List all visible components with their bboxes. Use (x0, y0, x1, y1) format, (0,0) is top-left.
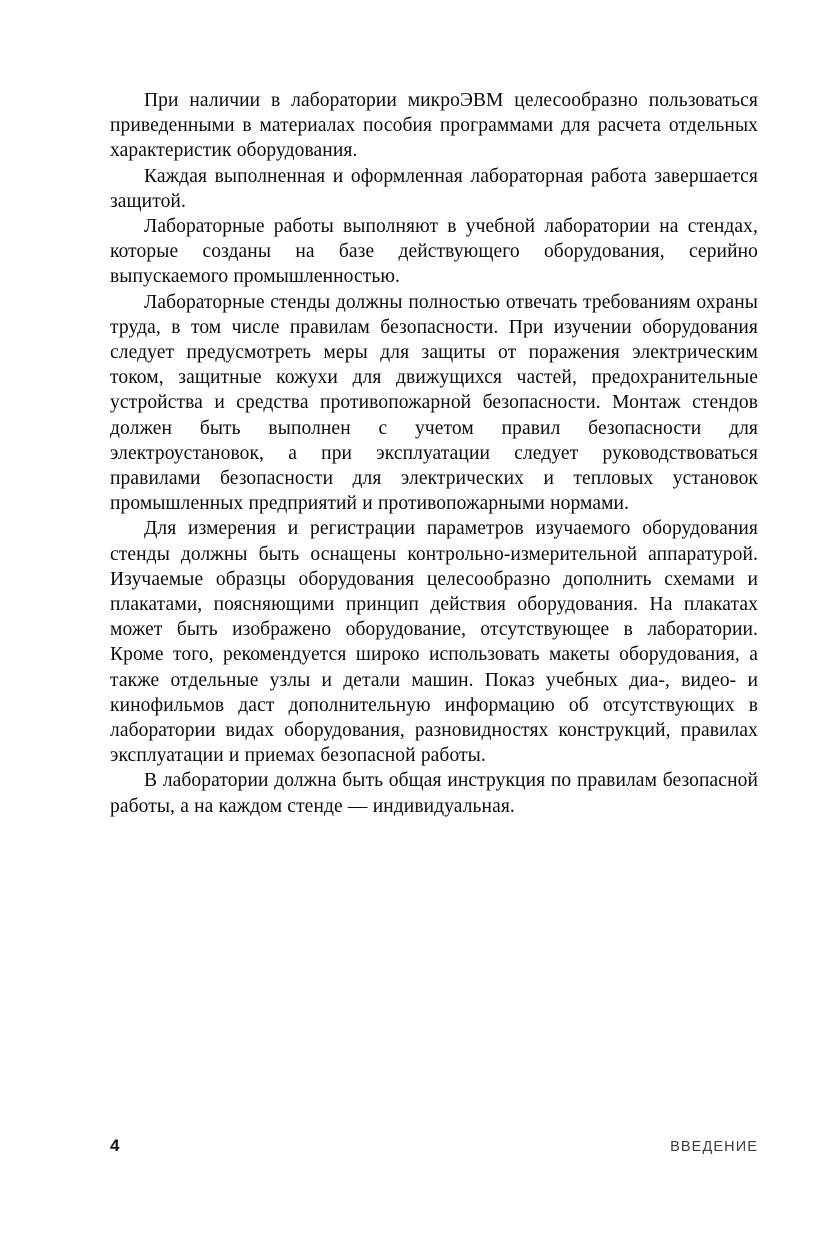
running-head: ВВЕДЕНИЕ (670, 1139, 758, 1155)
paragraph: Для измерения и регистрации параметров изучаемого оборудования стенды должны быть оснащены контрольно-измерительной аппаратурой. Изучаемые образцы оборудования целесообразно дополнить схемами и плакатами, поясняющими принцип действия оборудования. На плакатах может быть изображено оборудование, отсутствующее в лаборатории. Кроме того, рекомендуется широко использовать макеты оборудования, а также отдельные узлы и детали машин. Показ учебных диа-, видео- и кинофильмов даст дополнительную информацию об отсутствующих в лаборатории видах оборудования, разновидностях конструкций, правилах эксплуатации и приемах безопасной работы. (110, 518, 758, 767)
page-footer (110, 1136, 758, 1156)
paragraph: Лабораторные стенды должны полностью отвечать требованиям охраны труда, в том числе правилам безопасности. При изучении оборудования следует предусмотреть меры для защиты от поражения электрическим током, защитные кожухи для движущихся частей, предохранительные устройства и средства противопожарной безопасности. Монтаж стендов должен быть выполнен с учетом правил безопасности для электроустановок, а при эксплуатации следует руководствоваться правилами безопасности для электрических и тепловых установок промышленных предприятий и противопожарными нормами. (110, 291, 758, 515)
body-text (110, 88, 758, 819)
paragraph: В лаборатории должна быть общая инструкция по правилам безопасной работы, а на каждом стенде — индивидуальная. (110, 770, 758, 817)
paragraph: Лабораторные работы выполняют в учебной лаборатории на стендах, которые созданы на базе действующего оборудования, серийно выпускаемого промышленностью. (110, 216, 758, 288)
page-number: 4 (110, 1136, 120, 1155)
paragraph: При наличии в лаборатории микроЭВМ целесообразно пользоваться приведенными в материалах пособия программами для расчета отдельных характеристик оборудования. (110, 90, 758, 162)
paragraph: Каждая выполненная и оформленная лабораторная работа завершается защитой. (110, 165, 758, 212)
